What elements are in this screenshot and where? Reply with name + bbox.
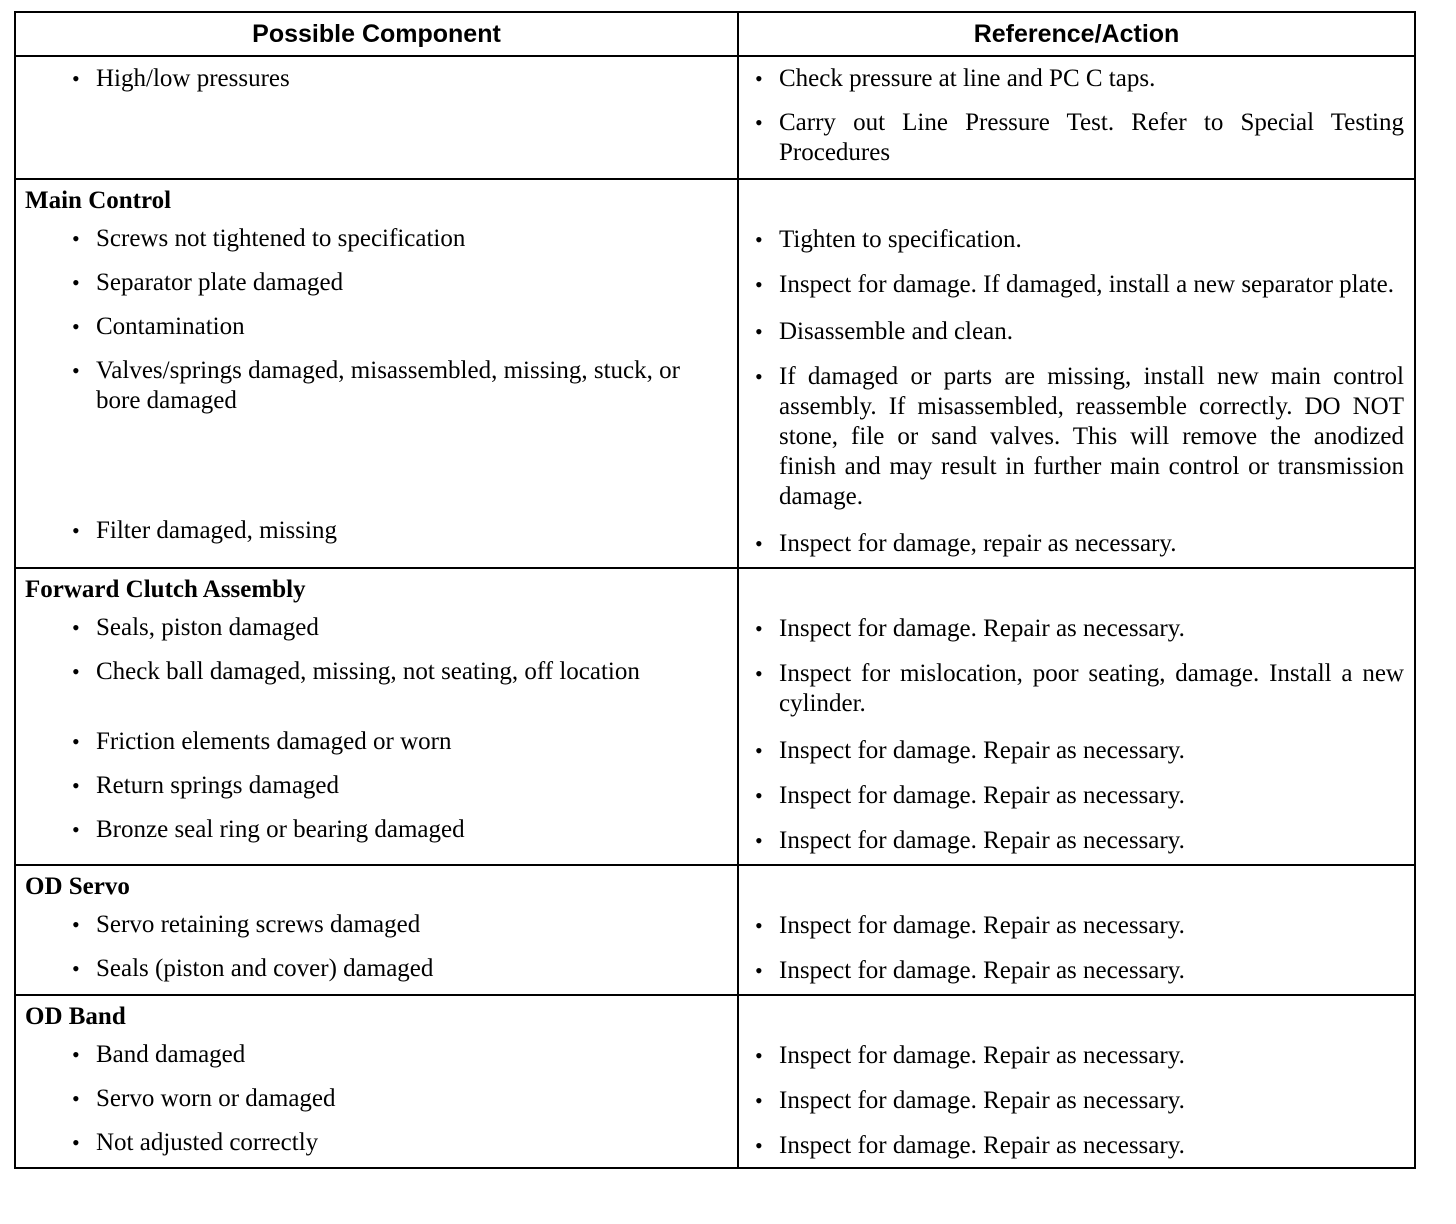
- bullet-icon: •: [755, 1088, 763, 1113]
- bullet-icon: •: [755, 913, 763, 938]
- action-item: [739, 317, 1414, 355]
- action-group: [739, 1131, 1414, 1167]
- bullet-icon: •: [755, 661, 763, 686]
- component-item: [16, 1084, 737, 1122]
- action-group: [739, 1041, 1414, 1079]
- component-cell: [15, 56, 738, 179]
- group-title: Forward Clutch Assembly: [25, 576, 306, 603]
- component-text: Servo worn or damaged: [96, 1085, 336, 1112]
- troubleshooting-table: [14, 11, 1416, 1169]
- action-text: Inspect for damage. Repair as necessary.: [779, 1087, 1185, 1114]
- action-text: Inspect for damage. Repair as necessary.: [779, 957, 1185, 984]
- component-item: [16, 954, 737, 992]
- component-text: Return springs damaged: [96, 772, 340, 799]
- bullet-icon: •: [72, 518, 80, 543]
- action-item: [739, 108, 1414, 178]
- table-body: [15, 56, 1415, 1168]
- group-title: OD Band: [25, 1003, 126, 1030]
- component-item: [16, 910, 737, 948]
- action-group: [739, 614, 1414, 652]
- table-group-row: [15, 56, 1415, 179]
- action-text: Inspect for damage. Repair as necessary.: [779, 737, 1185, 764]
- action-text: Carry out Line Pressure Test. Refer to Special Testing Procedures: [779, 109, 1404, 166]
- action-group: [739, 362, 1414, 522]
- group-title-spacer: [739, 866, 1414, 904]
- action-text: Inspect for damage. Repair as necessary.: [779, 1042, 1185, 1069]
- group-title-spacer: [739, 996, 1414, 1034]
- action-item: [739, 659, 1414, 729]
- group-title-spacer: [739, 180, 1414, 218]
- bullet-icon: •: [755, 738, 763, 763]
- bullet-icon: •: [755, 531, 763, 556]
- bullet-icon: •: [72, 956, 80, 981]
- action-group: [739, 64, 1414, 178]
- action-text: Inspect for damage. Repair as necessary.: [779, 615, 1185, 642]
- component-item: [16, 224, 737, 262]
- bullet-icon: •: [72, 729, 80, 754]
- action-item: [739, 1131, 1414, 1167]
- bullet-icon: •: [755, 1133, 763, 1158]
- action-item: [739, 529, 1414, 567]
- action-group: [739, 736, 1414, 774]
- action-text: Inspect for damage. Repair as necessary.: [779, 912, 1185, 939]
- component-text: Servo retaining screws damaged: [96, 911, 421, 938]
- bullet-icon: •: [755, 1043, 763, 1068]
- group-title: OD Servo: [25, 873, 130, 900]
- bullet-icon: •: [72, 66, 80, 91]
- component-text: High/low pressures: [96, 65, 290, 92]
- action-item: [739, 270, 1414, 310]
- bullet-icon: •: [755, 364, 763, 389]
- component-item: [16, 1040, 737, 1078]
- action-item: [739, 225, 1414, 263]
- action-group: [739, 317, 1414, 355]
- component-item: [16, 771, 737, 809]
- bullet-icon: •: [755, 272, 763, 297]
- bullet-icon: •: [755, 66, 763, 91]
- component-text: Seals (piston and cover) damaged: [96, 955, 434, 982]
- table-group-row: [15, 995, 1415, 1168]
- action-item: [739, 826, 1414, 864]
- component-cell: [15, 865, 738, 995]
- component-item: [16, 613, 737, 651]
- group-title: Main Control: [25, 187, 172, 214]
- action-item: [739, 736, 1414, 774]
- bullet-icon: •: [72, 659, 80, 684]
- component-text: Seals, piston damaged: [96, 614, 319, 641]
- table-header-row: [15, 12, 1415, 56]
- action-cell: [738, 568, 1415, 865]
- bullet-icon: •: [72, 1086, 80, 1111]
- bullet-icon: •: [72, 314, 80, 339]
- component-item: [16, 312, 737, 350]
- bullet-icon: •: [72, 270, 80, 295]
- action-group: [739, 781, 1414, 819]
- group-title-spacer: [739, 569, 1414, 607]
- component-item: [16, 516, 737, 554]
- action-cell: [738, 179, 1415, 568]
- component-text: Contamination: [96, 313, 245, 340]
- action-group: [739, 270, 1414, 310]
- component-text: Band damaged: [96, 1041, 246, 1068]
- bullet-icon: •: [755, 783, 763, 808]
- bullet-icon: •: [72, 1042, 80, 1067]
- action-group: [739, 659, 1414, 729]
- action-item: [739, 1041, 1414, 1077]
- table-group-row: [15, 865, 1415, 995]
- bullet-icon: •: [755, 616, 763, 641]
- column-header-component: Possible Component: [15, 12, 738, 56]
- component-item: [16, 1128, 737, 1164]
- component-text: Screws not tightened to specification: [96, 225, 466, 252]
- action-group: [739, 826, 1414, 864]
- component-item: [16, 268, 737, 306]
- action-text: Inspect for damage. Repair as necessary.: [779, 1132, 1185, 1159]
- action-group: [739, 956, 1414, 994]
- action-group: [739, 529, 1414, 567]
- column-header-action: Reference/Action: [738, 12, 1415, 56]
- action-cell: [738, 995, 1415, 1168]
- bullet-icon: •: [755, 828, 763, 853]
- bullet-icon: •: [72, 773, 80, 798]
- component-text: Separator plate damaged: [96, 269, 344, 296]
- bullet-icon: •: [72, 912, 80, 937]
- action-item: [739, 362, 1414, 522]
- bullet-icon: •: [755, 958, 763, 983]
- action-text: Inspect for damage, repair as necessary.: [779, 530, 1177, 557]
- component-cell: [15, 568, 738, 865]
- action-item: [739, 911, 1414, 949]
- action-text: Inspect for damage. If damaged, install a new separator plate.: [779, 271, 1395, 298]
- component-item: [16, 64, 737, 172]
- bullet-icon: •: [755, 319, 763, 344]
- action-item: [739, 1086, 1414, 1122]
- bullet-icon: •: [72, 817, 80, 842]
- action-text: Inspect for damage. Repair as necessary.: [779, 827, 1185, 854]
- bullet-icon: •: [755, 227, 763, 252]
- component-cell: [15, 179, 738, 568]
- bullet-icon: •: [72, 358, 80, 383]
- action-text: Tighten to specification.: [779, 226, 1022, 253]
- action-cell: [738, 56, 1415, 179]
- component-text: Filter damaged, missing: [96, 517, 337, 544]
- component-text: Check ball damaged, missing, not seating, off location: [96, 658, 640, 685]
- action-group: [739, 225, 1414, 263]
- component-text: Bronze seal ring or bearing damaged: [96, 816, 465, 843]
- action-text: Inspect for mislocation, poor seating, damage. Install a new cylinder.: [779, 660, 1404, 717]
- action-item: [739, 781, 1414, 819]
- action-group: [739, 911, 1414, 949]
- component-text: Not adjusted correctly: [96, 1129, 319, 1156]
- component-item: [16, 727, 737, 765]
- component-item: [16, 657, 737, 721]
- component-cell: [15, 995, 738, 1168]
- component-text: Valves/springs damaged, misassembled, missing, stuck, or bore damaged: [96, 357, 680, 414]
- bullet-icon: •: [755, 110, 763, 135]
- table-group-row: [15, 179, 1415, 568]
- action-item: [739, 614, 1414, 652]
- action-item: [739, 64, 1414, 102]
- action-text: Disassemble and clean.: [779, 318, 1013, 345]
- bullet-icon: •: [72, 615, 80, 640]
- table-group-row: [15, 568, 1415, 865]
- component-text: Friction elements damaged or worn: [96, 728, 452, 755]
- action-text: Inspect for damage. Repair as necessary.: [779, 782, 1185, 809]
- component-item: [16, 815, 737, 853]
- bullet-icon: •: [72, 1130, 80, 1155]
- action-text: If damaged or parts are missing, install new main control assembly. If misassembled, reassemble correctly. DO NOT stone, file or sand valves. This will remove the anodized finish and may result in further main control or transmission damage.: [779, 363, 1404, 510]
- action-text: Check pressure at line and PC C taps.: [779, 65, 1156, 92]
- action-group: [739, 1086, 1414, 1124]
- component-item: [16, 356, 737, 510]
- bullet-icon: •: [72, 226, 80, 251]
- action-item: [739, 956, 1414, 994]
- action-cell: [738, 865, 1415, 995]
